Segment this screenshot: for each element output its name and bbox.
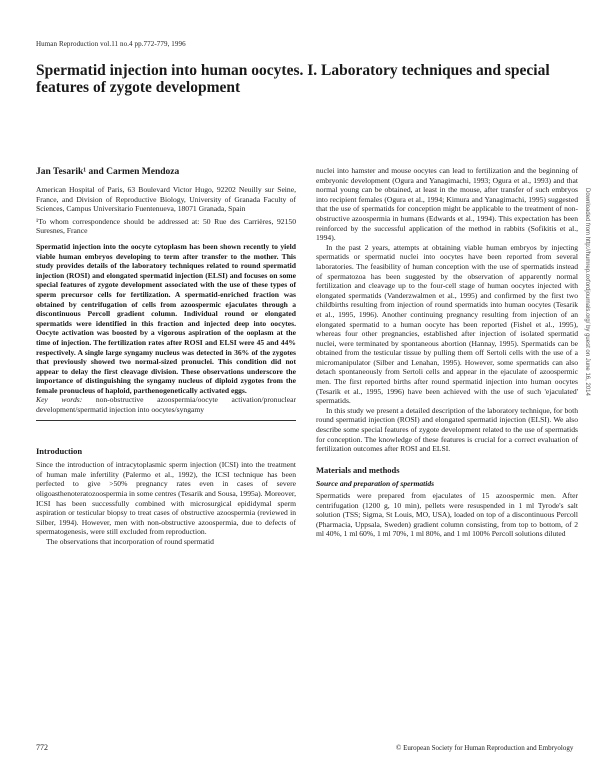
affiliation: American Hospital of Paris, 63 Boulevard Victor Hugo, 92202 Neuilly sur Seine, France, and Division of Reproductive Biology, University of Granada Faculty of Sciences, Campus Universitario Fuentenueva, 18071 Granada, Spain: [36, 185, 296, 214]
column-spacer: [316, 454, 578, 466]
body-paragraph-3: In this study we present a detailed description of the laboratory technique, for both round spermatid injection (ROSI) and elongated spermatid injection (ELSI). We also describe some special features of zygote development related to the use of spermatids for conception. The knowledge of these features is crucial for a correct evaluation of fertilization outcomes after ROSI and ELSI.: [316, 405, 578, 454]
journal-citation-line: Human Reproduction vol.11 no.4 pp.772-779, 1996: [36, 40, 186, 48]
introduction-heading: Introduction: [36, 445, 83, 456]
introduction-paragraph-2: The observations that incorporation of round spermatid: [46, 537, 214, 546]
introduction-paragraph-1: Since the introduction of intracytoplasmic sperm injection (ICSI) into the treatment of human male infertility (Palermo et al., 1992), the ICSI technique has been perfected to give >50% pregnancy rates even in cases of severe oligoasthenoteratozoospermia in some centres (Tesarik and Sousa, 1995a). Moreover, ICSI has been successfully combined with microsurgical epididymal sperm aspiration or testicular biopsy to treat cases of obstructive azoospermia (reviewed in Silber, 1994). However, men with non-obstructive azoospermia, due to defects of spermatogenesis, were still excluded from reproduction.: [36, 460, 297, 537]
correspondence-note: ¹To whom correspondence should be addressed at: 50 Rue des Carrières, 92150 Suresnes, France: [36, 216, 296, 236]
column-spacer: [36, 421, 296, 447]
page-number: 772: [36, 743, 48, 752]
body-paragraph-2: In the past 2 years, attempts at obtaining viable human embryos by injecting spermatids or spermatid nuclei into oocytes have been reported from several laboratories. The feasibility of human conception with the use of spermatids instead of spermatozoa has been suggested by the observation of apparently normal fertilization and cleavage up to the four-cell stage of human oocytes injected with elongated spermatids (Vanderzwalmen et al., 1995) and confirmed by the first two childbirths resulting from injection of round spermatids into human oocytes (Tesarik et al., 1995, 1996). Another continuing pregnancy resulting from injection of an elongated spermatid to a human oocyte has been reported (Fishel et al., 1995), whereas four other pregnancies, established after injection of isolated spermatid nuclei, were terminated by spontaneous abortion (Hannay, 1995). Spermatids can be obtained from the testicular tissue by pulling them off Sertoli cells with the use of a micromanipulator (Silber and Lenahan, 1995). However, some spermatids can also detach spontaneously from Sertoli cells and appear in the ejaculate of azoospermic men. The first reported births after round spermatid injection into human oocytes (Tesarik et al., 1995, 1996) have been achieved with the use of such 'ejaculated' spermatids.: [316, 242, 578, 406]
body-paragraph-1: nuclei into hamster and mouse oocytes can lead to fertilization and the beginning of embryonic development (Ogura and Yanagimachi, 1993; Ogura et al., 1993) and that normal young can be obtained, at least in the mouse, after transfer of such embryos into recipient females (Ogura et al., 1994; Kimura and Yanagimachi, 1995) suggested that the use of spermatids for conception might be applicable to the treatment of non-obstructive azoospermia in humans (Edwards et al., 1994). This expectation has been reinforced by the successful application of the method in rabbits (Sofikitis et al., 1994).: [316, 166, 578, 243]
left-column: [36, 166, 296, 547]
keywords: [36, 395, 296, 414]
methods-subheading: Source and preparation of spermatids: [316, 479, 435, 489]
copyright-notice: © European Society for Human Reproduction and Embryology: [396, 744, 574, 752]
author-list: Jan Tesarik¹ and Carmen Mendoza: [36, 167, 180, 177]
download-watermark-link[interactable]: Downloaded from http://humrep.oxfordjournals.org/ by guest on June 16, 2014: [584, 188, 590, 396]
keywords-label: Key words:: [36, 395, 83, 405]
methods-paragraph-1: Spermatids were prepared from ejaculates of 15 azoospermic men. After centrifugation (1200 g, 10 min), pellets were resuspended in 1 ml Tyrode's salt solution (TSS; Sigma, St Louis, MO, USA), loaded on top of a discontinuous Percoll (Pharmacia, Uppsala, Sweden) gradient column consisting, from top to bottom, of 2 ml 40%, 1 ml 60%, 1 ml 70%, 1 ml 80%, and 1 ml 100% Percoll solutions diluted: [316, 491, 578, 539]
methods-heading: Materials and methods: [316, 464, 400, 475]
article-title: Spermatid injection into human oocytes. I. Laboratory techniques and special features of zygote development: [36, 62, 550, 96]
right-column: [316, 166, 578, 539]
keywords-text: non-obstructive azoospermia/oocyte activation/pronuclear development/spermatid injection into oocytes/syngamy: [36, 395, 297, 415]
abstract: Spermatid injection into the oocyte cytoplasm has been shown recently to yield viable human embryos developing to term after transfer to the mother. This study provides details of the laboratory techniques related to round spermatid injection (ROSI) and elongated spermatid injection (ELSI) and focuses on some special features of zygote development associated with the use of these types of sperm precursor cells for fertilization. A spermatid-enriched fraction was obtained by centrifugation of cells from azoospermic ejaculates through a discontinuous Percoll gradient column. Individual round or elongated spermatids were identified in this fraction and injected deep into oocytes. Oocyte activation was boosted by a vigorous aspiration of the ooplasm at the time of injection. The fertilization rates after ROSI and ELSI were 45 and 44% respectively. A single large syngamy nucleus was detected in 36% of the zygotes that previously showed two normal-sized pronuclei. This condition did not appear to delay the first cleavage division. These observations underscore the importance of distinguishing the syngamy nucleus of diploid zygotes from the female pronucleus of haploid, parthenogenetically activated eggs.: [36, 241, 296, 395]
